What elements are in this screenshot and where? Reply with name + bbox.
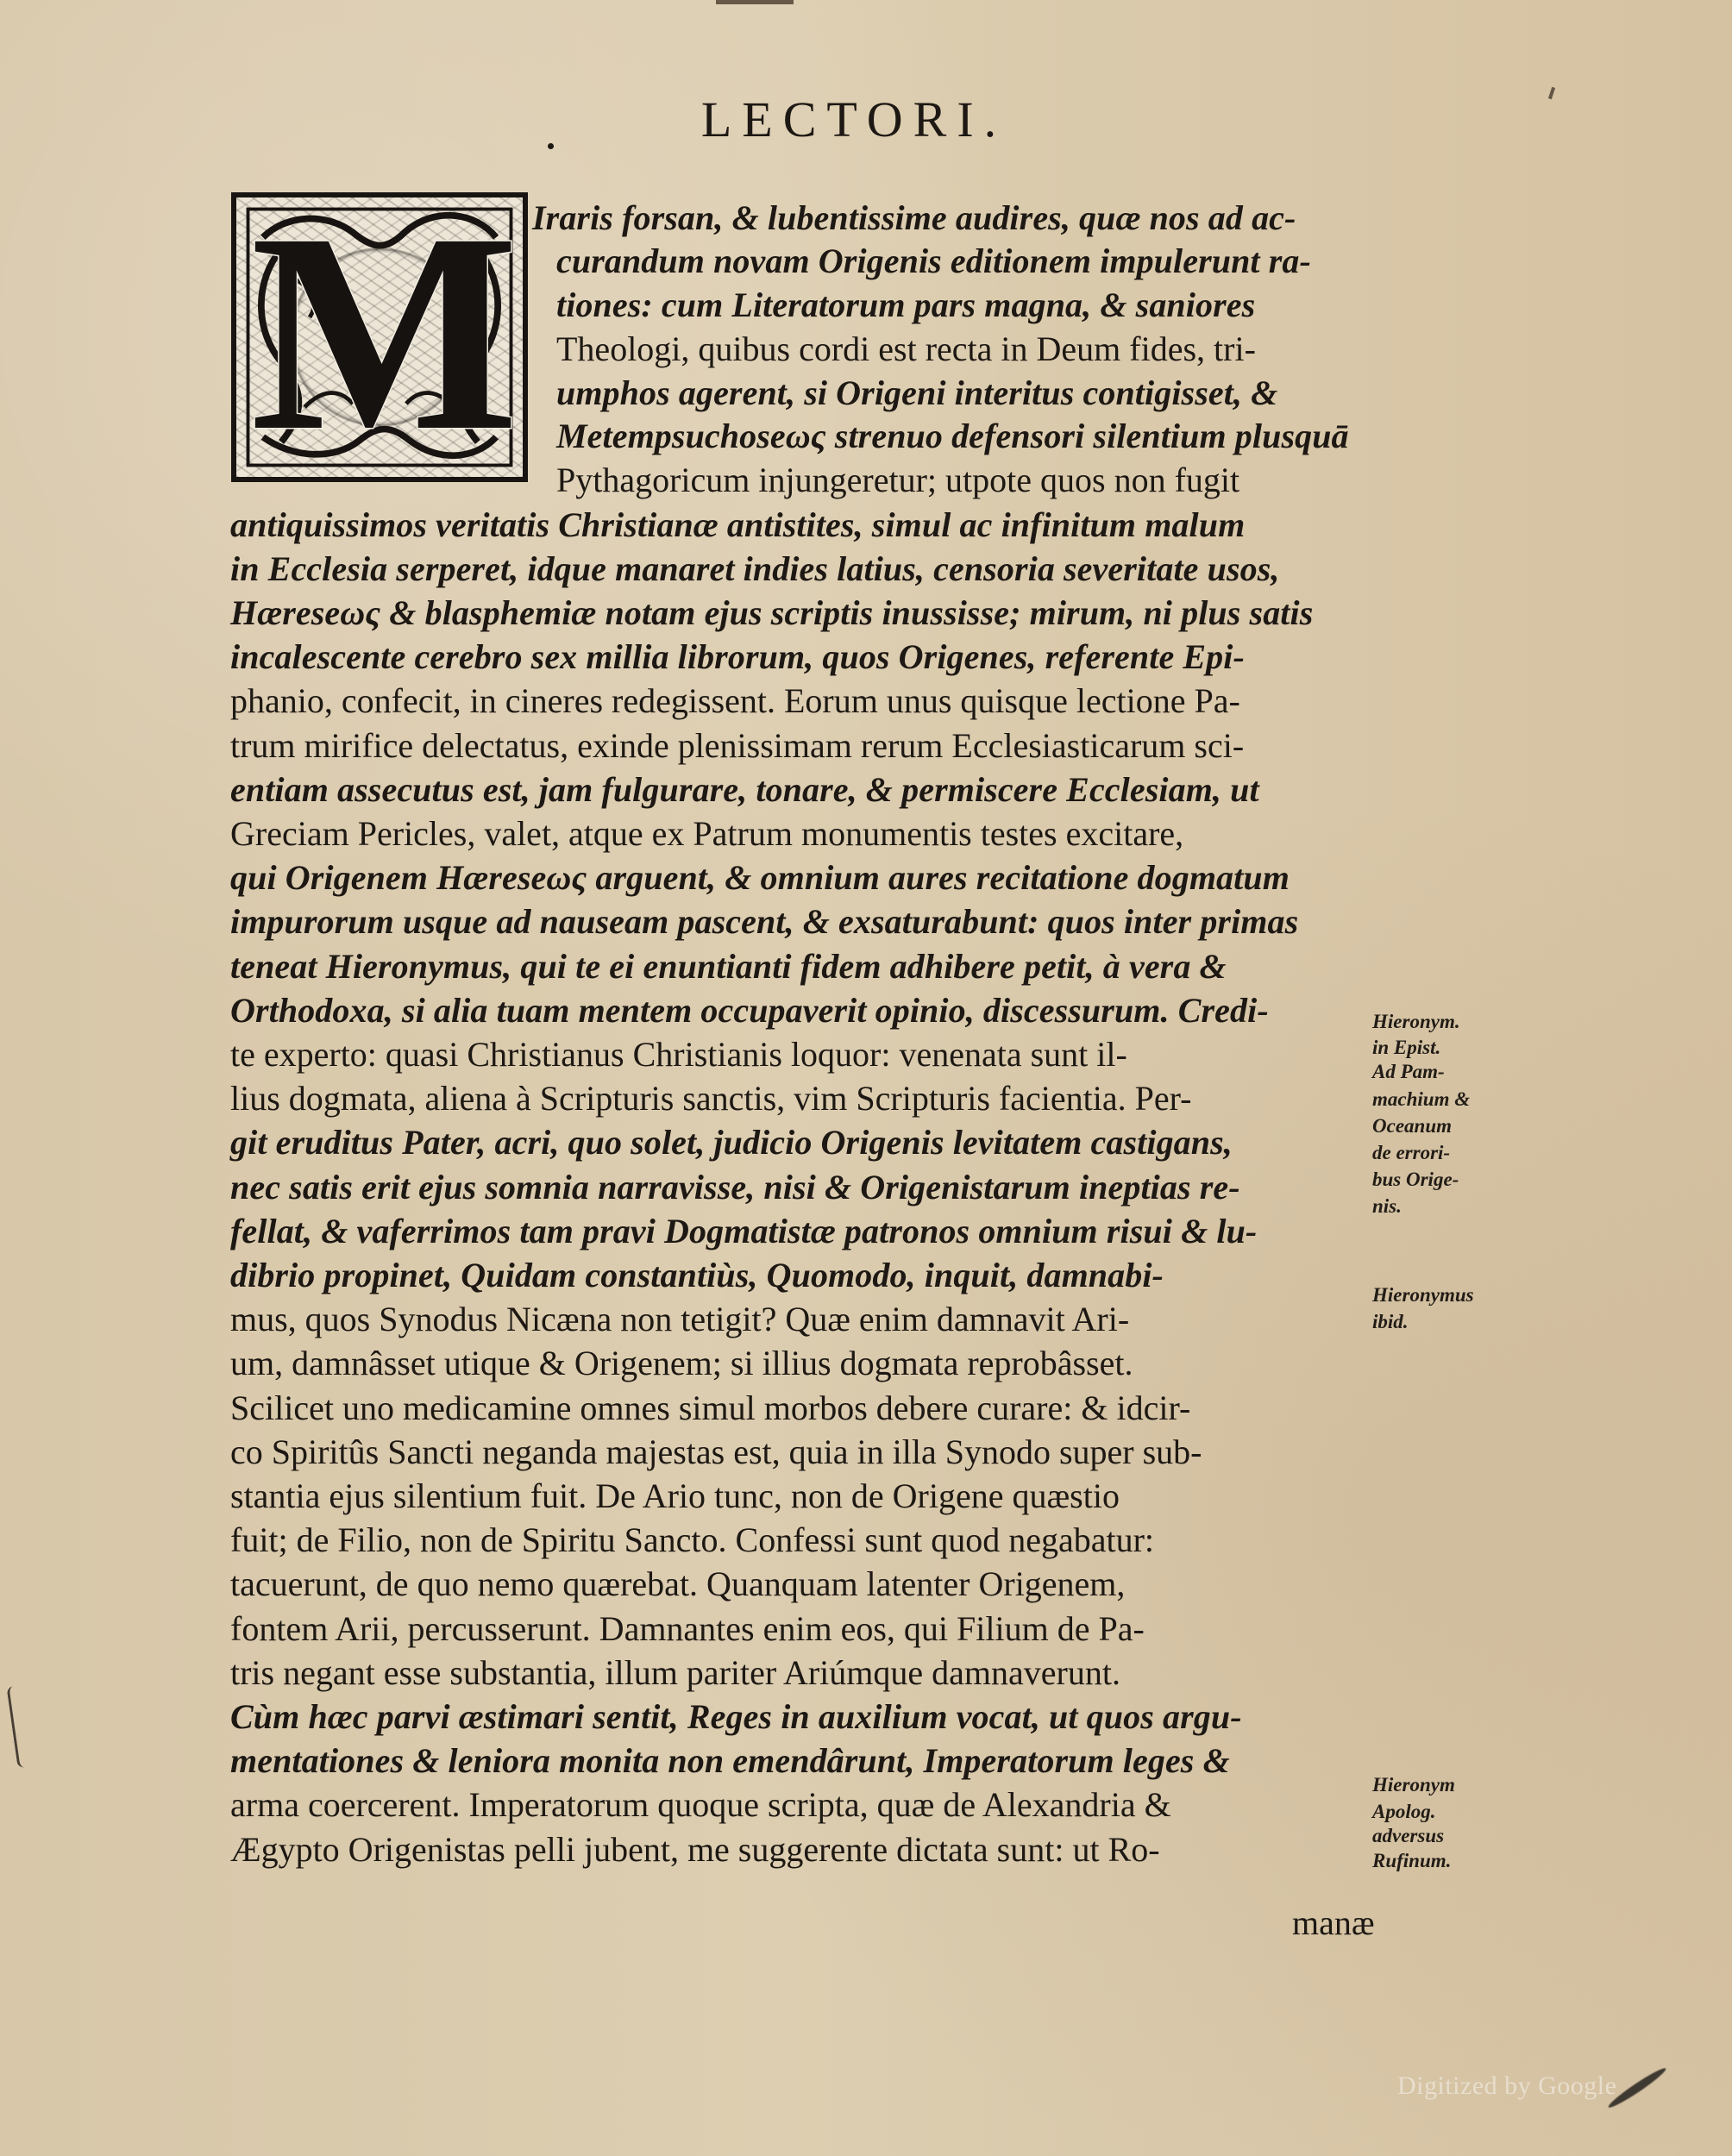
- text-line: fuit; de Filio, non de Spiritu Sancto. Confessi sunt quod negabatur:: [230, 1520, 1155, 1559]
- margin-note: machium &: [1372, 1088, 1471, 1110]
- margin-note: Hieronym.: [1372, 1011, 1460, 1032]
- page-title: LECTORI.: [700, 91, 1007, 147]
- watermark: Digitized by Google: [1397, 2071, 1617, 2100]
- text-line: fellat, & vaferrimos tam pravi Dogmatistæ patronos omnium risui & lu-: [230, 1212, 1258, 1250]
- corner-mark: [1548, 87, 1555, 100]
- text-line: Iraris forsan, & lubentissime audires, quæ nos ad ac-: [532, 198, 1296, 237]
- text-line: mentationes & leniora monita non emendârunt, Imperatorum leges &: [230, 1741, 1230, 1780]
- margin-note: bus Orige-: [1372, 1169, 1459, 1190]
- text-line: impurorum usque ad nauseam pascent, & exsaturabunt: quos inter primas: [230, 902, 1299, 941]
- text-line: nec satis erit ejus somnia narravisse, nisi & Origenistarum ineptias re-: [230, 1168, 1240, 1206]
- text-line: arma coercerent. Imperatorum quoque scripta, quæ de Alexandria &: [230, 1785, 1171, 1824]
- margin-note: Rufinum.: [1372, 1850, 1452, 1871]
- text-line: Scilicet uno medicamine omnes simul morbos debere curare: & idcir-: [230, 1388, 1191, 1427]
- text-line: Hæreseως & blasphemiæ notam ejus scriptis inussisse; mirum, ni plus satis: [230, 593, 1314, 632]
- text-line: tacuerunt, de quo nemo quærebat. Quanquam latenter Origenem,: [230, 1564, 1126, 1603]
- text-line: umphos agerent, si Origeni interitus contigisset, &: [556, 373, 1278, 412]
- margin-note: Apolog.: [1372, 1801, 1436, 1822]
- text-line: Metempsuchoseως strenuo defensori silentium plusquā: [556, 417, 1349, 455]
- top-rule: [716, 0, 794, 4]
- text-line: antiquissimos veritatis Christianæ antistites, simul ac infinitum malum: [230, 505, 1246, 544]
- margin-note: in Epist.: [1372, 1037, 1441, 1058]
- text-line: Ægypto Origenistas pelli jubent, me suggerente dictata sunt: ut Ro-: [230, 1830, 1160, 1869]
- left-edge-bracket: [6, 1686, 28, 1769]
- text-line: incalescente cerebro sex millia librorum, quos Origenes, referente Epi-: [230, 637, 1245, 676]
- margin-note: Hieronymus: [1372, 1284, 1474, 1306]
- text-line: tris negant esse substantia, illum pariter Ariúmque damnaverunt.: [230, 1653, 1120, 1692]
- text-line: qui Origenem Hæreseως arguent, & omnium aures recitatione dogmatum: [230, 858, 1290, 897]
- text-line: fontem Arii, percusserunt. Damnantes enim eos, qui Filium de Pa-: [230, 1609, 1145, 1648]
- text-line: co Spiritûs Sancti neganda majestas est, quia in illa Synodo super sub-: [230, 1432, 1202, 1471]
- text-line: stantia ejus silentium fuit. De Ario tunc, non de Origene quæstio: [230, 1476, 1120, 1515]
- text-line: trum mirifice delectatus, exinde plenissimam rerum Ecclesiasticarum sci-: [230, 726, 1245, 765]
- decorative-dropcap: [231, 192, 528, 482]
- text-line: um, damnâsset utique & Origenem; si illius dogmata reprobâsset.: [230, 1344, 1133, 1382]
- text-line: Cùm hæc parvi æstimari sentit, Reges in auxilium vocat, ut quos argu-: [230, 1697, 1242, 1736]
- text-line: phanio, confecit, in cineres redegissent. Eorum unus quisque lectione Pa-: [230, 681, 1240, 720]
- catchword: manæ: [1292, 1903, 1375, 1942]
- margin-note: de errori-: [1372, 1142, 1451, 1163]
- text-line: mus, quos Synodus Nicæna non tetigit? Quæ enim damnavit Ari-: [230, 1300, 1130, 1338]
- text-line: git eruditus Pater, acri, quo solet, judicio Origenis levitatem castigans,: [230, 1123, 1233, 1162]
- text-line: te experto: quasi Christianus Christianis loquor: venenata sunt il-: [230, 1035, 1127, 1074]
- dropcap-letter: M: [250, 192, 519, 482]
- margin-note: adversus: [1372, 1825, 1445, 1846]
- margin-note: ibid.: [1372, 1311, 1409, 1332]
- margin-note: Hieronym: [1372, 1774, 1455, 1796]
- text-line: Theologi, quibus cordi est recta in Deum fides, tri-: [556, 329, 1256, 368]
- text-line: Orthodoxa, si alia tuam mentem occupaverit opinio, discessurum. Credi-: [230, 991, 1269, 1030]
- text-line: in Ecclesia serperet, idque manaret indies latius, censoria severitate usos,: [230, 549, 1280, 588]
- text-line: curandum novam Origenis editionem impulerunt ra-: [556, 241, 1311, 280]
- text-line: dibrio propinet, Quidam constantiùs, Quomodo, inquit, damnabi-: [230, 1256, 1164, 1294]
- text-line: Pythagoricum injungeretur; utpote quos non fugit: [556, 461, 1240, 499]
- text-line: teneat Hieronymus, qui te ei enuntianti fidem adhibere petit, à vera &: [230, 947, 1227, 986]
- text-line: entiam assecutus est, jam fulgurare, tonare, & permiscere Ecclesiam, ut: [230, 770, 1259, 809]
- margin-note: nis.: [1372, 1195, 1402, 1217]
- text-line: tiones: cum Literatorum pars magna, & saniores: [556, 285, 1256, 324]
- text-line: Greciam Pericles, valet, atque ex Patrum monumentis testes excitare,: [230, 814, 1184, 853]
- margin-note: Oceanum: [1372, 1115, 1452, 1137]
- margin-note: Ad Pam-: [1372, 1061, 1445, 1082]
- text-line: lius dogmata, aliena à Scripturis sanctis, vim Scripturis facientia. Per-: [230, 1079, 1192, 1118]
